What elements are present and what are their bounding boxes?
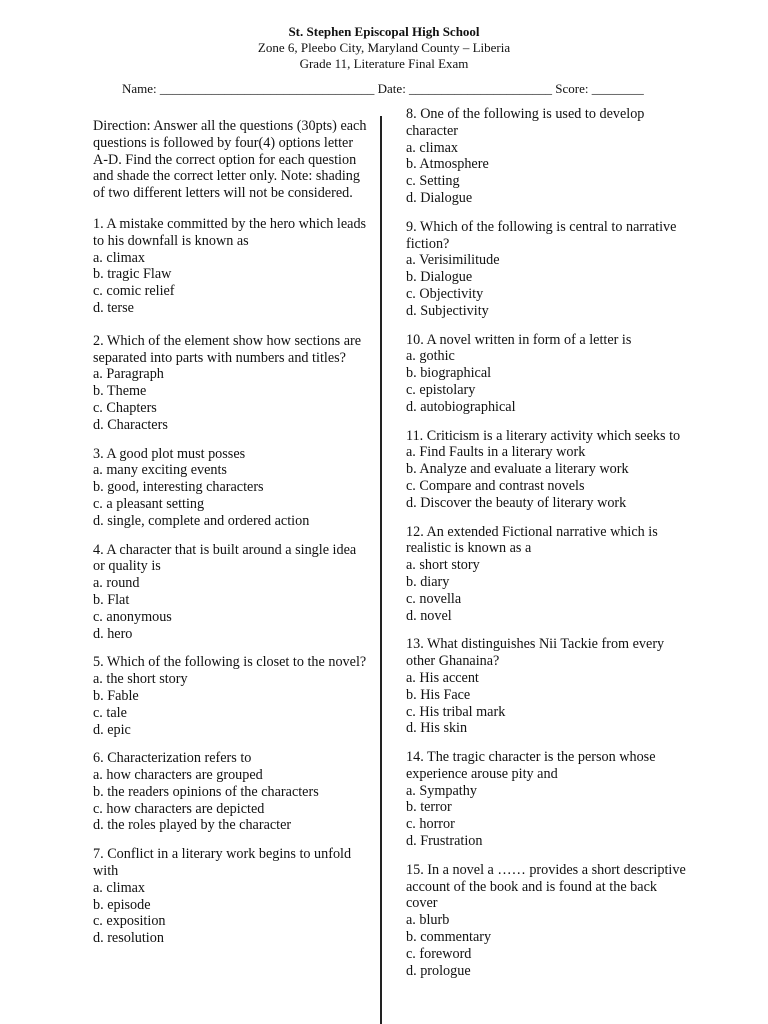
option-d: d. prologue — [406, 962, 471, 979]
exam-title: Grade 11, Literature Final Exam — [299, 56, 469, 71]
question-11 — [406, 428, 686, 512]
option-a: a. climax — [93, 879, 145, 896]
question-5 — [93, 654, 369, 738]
question-text: 14. The tragic character is the person whose experience arouse pity and — [406, 749, 656, 782]
option-b: b. Fable — [93, 687, 139, 704]
question-9 — [406, 219, 686, 320]
option-a: a. gothic — [406, 348, 455, 365]
question-text: 5. Which of the following is closet to the novel? — [93, 654, 367, 671]
option-d: d. resolution — [93, 930, 164, 947]
option-a: a. the short story — [93, 671, 188, 688]
option-c: c. horror — [406, 816, 455, 833]
question-14 — [406, 749, 686, 850]
option-b: b. episode — [93, 896, 151, 913]
option-b: b. biographical — [406, 365, 492, 382]
option-c: c. Objectivity — [406, 285, 484, 302]
question-6 — [93, 750, 369, 834]
option-c: c. Setting — [406, 173, 460, 190]
option-c: c. epistolary — [406, 381, 476, 398]
option-b: b. Dialogue — [406, 269, 473, 286]
option-a: a. Paragraph — [93, 366, 164, 383]
option-d: d. Characters — [93, 416, 168, 433]
question-8 — [406, 106, 686, 207]
option-c: c. comic relief — [93, 283, 175, 300]
option-d: d. Frustration — [406, 833, 483, 850]
question-10 — [406, 332, 686, 416]
option-b: b. Flat — [93, 591, 130, 608]
question-text: 7. Conflict in a literary work begins to unfold with — [93, 846, 352, 880]
option-c: c. anonymous — [93, 608, 172, 625]
option-a: a. Verisimilitude — [406, 252, 500, 269]
option-c: c. Compare and contrast novels — [406, 477, 585, 494]
question-text: 2. Which of the element show how sections are separated into parts with numbers and titles? — [93, 332, 362, 366]
question-text: 12. An extended Fictional narrative which is realistic is known as a — [406, 523, 658, 557]
option-b: b. Theme — [93, 383, 147, 400]
question-text: 8. One of the following is used to develop character — [406, 106, 645, 139]
option-c: c. foreword — [406, 945, 472, 962]
option-c: c. how characters are depicted — [93, 800, 265, 817]
option-d: d. novel — [406, 607, 452, 624]
question-2 — [93, 333, 369, 434]
option-d: d. epic — [93, 721, 131, 738]
option-b: b. tragic Flaw — [93, 266, 172, 283]
option-d: d. terse — [93, 299, 134, 316]
option-a: a. Find Faults in a literary work — [406, 444, 586, 461]
question-3 — [93, 446, 369, 530]
question-text: 6. Characterization refers to — [93, 750, 252, 767]
option-a: a. blurb — [406, 912, 450, 929]
option-b: b. commentary — [406, 929, 492, 946]
option-b: b. Analyze and evaluate a literary work — [406, 461, 629, 478]
option-b: b. good, interesting characters — [93, 479, 264, 496]
question-7 — [93, 846, 369, 947]
question-text: 15. In a novel a …… provides a short descriptive account of the book and is found at the back cover — [406, 861, 686, 912]
option-a: a. climax — [93, 249, 145, 266]
school-address: Zone 6, Pleebo City, Maryland County – Liberia — [257, 40, 511, 55]
question-text: 4. A character that is built around a single idea or quality is — [93, 541, 357, 575]
option-b: b. His Face — [406, 686, 471, 703]
column-divider — [380, 116, 382, 1024]
option-b: b. terror — [406, 799, 452, 816]
option-c: c. tale — [93, 704, 127, 721]
option-d: d. hero — [93, 625, 133, 642]
exam-header — [0, 24, 768, 72]
student-info-line: Name: _________________________________ Date: ______________________ Score: ________ — [122, 81, 644, 96]
directions-text: Direction: Answer all the questions (30pts) each questions is followed by four(4) options letter A-D. Find the correct option for each question and shade the correct letter only. Note: shading of two different letters will not be considered. — [93, 118, 367, 202]
option-c: c. a pleasant setting — [93, 495, 205, 512]
option-d: d. Discover the beauty of literary work — [406, 494, 627, 511]
school-name: St. Stephen Episcopal High School — [288, 24, 480, 39]
option-a: a. how characters are grouped — [93, 767, 263, 784]
question-text: 9. Which of the following is central to narrative fiction? — [406, 218, 677, 252]
question-13 — [406, 636, 686, 737]
option-a: a. round — [93, 575, 140, 592]
question-4 — [93, 542, 369, 643]
option-d: d. His skin — [406, 720, 468, 737]
question-text: 10. A novel written in form of a letter is — [406, 331, 632, 348]
question-text: 3. A good plot must posses — [93, 445, 246, 462]
option-a: a. many exciting events — [93, 462, 227, 479]
option-d: d. single, complete and ordered action — [93, 512, 310, 529]
option-a: a. short story — [406, 557, 480, 574]
question-text: 11. Criticism is a literary activity which seeks to — [406, 427, 681, 444]
option-c: c. exposition — [93, 913, 166, 930]
option-c: c. His tribal mark — [406, 703, 506, 720]
left-column — [93, 118, 369, 959]
option-a: a. climax — [406, 139, 458, 156]
question-1 — [93, 216, 369, 317]
option-b: b. the readers opinions of the characters — [93, 783, 319, 800]
question-text: 1. A mistake committed by the hero which leads to his downfall is known as — [93, 215, 367, 249]
question-15 — [406, 862, 686, 980]
option-a: a. Sympathy — [406, 782, 477, 799]
option-d: d. the roles played by the character — [93, 817, 292, 834]
option-a: a. His accent — [406, 669, 479, 686]
option-d: d. Subjectivity — [406, 302, 489, 319]
option-d: d. autobiographical — [406, 398, 516, 415]
option-c: c. Chapters — [93, 399, 157, 416]
option-b: b. Atmosphere — [406, 156, 489, 173]
option-b: b. diary — [406, 573, 450, 590]
question-12 — [406, 524, 686, 625]
question-text: 13. What distinguishes Nii Tackie from every other Ghanaina? — [406, 636, 665, 670]
option-c: c. novella — [406, 590, 462, 607]
right-column — [406, 106, 686, 991]
option-d: d. Dialogue — [406, 189, 473, 206]
